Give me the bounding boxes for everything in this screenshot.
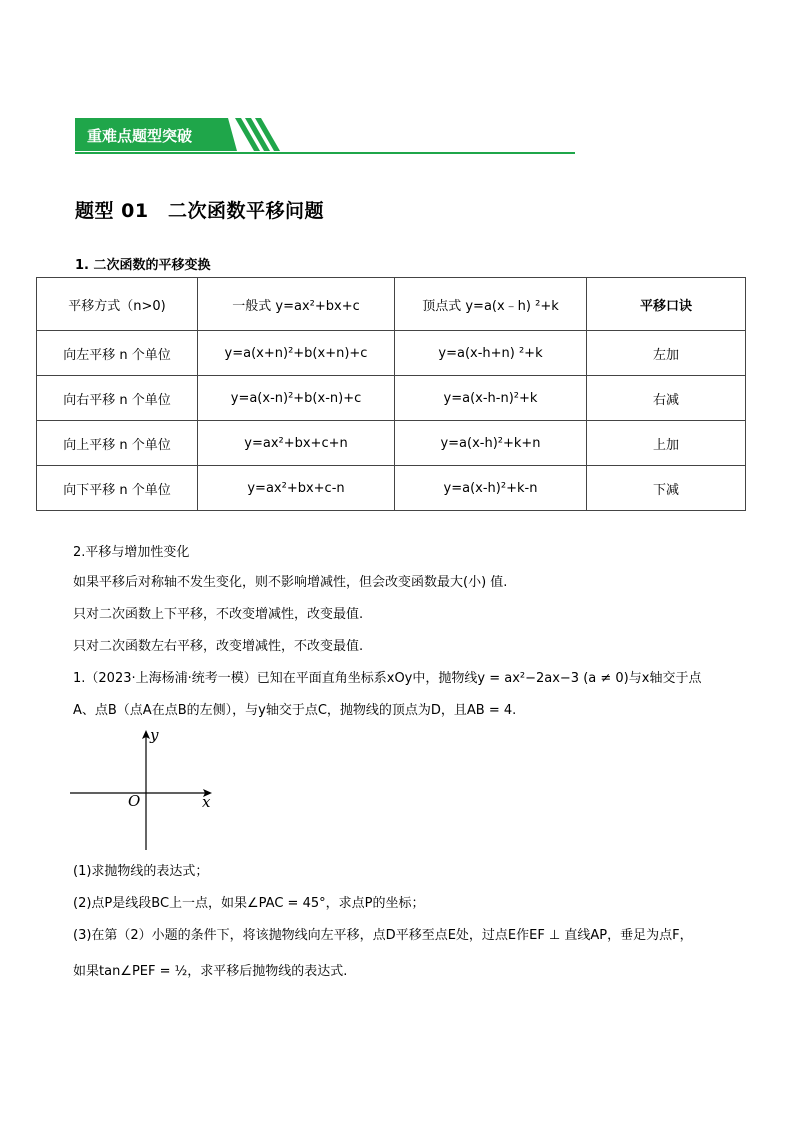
- header-cell: 顶点式 y=a(x﹣h) ²+k: [395, 278, 587, 331]
- table-cell: y=a(x-h)²+k-n: [395, 466, 587, 511]
- table-row: [37, 466, 746, 511]
- question-2: (2)点P是线段BC上一点，如果∠PAC = 45°，求点P的坐标；: [73, 896, 425, 911]
- table-cell: 向上平移 n 个单位: [37, 421, 198, 466]
- question-3: (3)在第（2）小题的条件下，将该抛物线向左平移，点D平移至点E处，过点E作EF ⊥ 直线AP，垂足为点F，: [73, 928, 693, 943]
- header-cell: 平移方式（n>0): [37, 278, 198, 331]
- table-title: 1. 二次函数的平移变换: [75, 258, 211, 273]
- table-row: [37, 331, 746, 376]
- origin-label: O: [128, 792, 141, 810]
- x-axis-label: x: [202, 793, 211, 811]
- table-cell: 向左平移 n 个单位: [37, 331, 198, 376]
- question-3-continued: 如果tan∠PEF = ½，求平移后抛物线的表达式.: [73, 964, 348, 979]
- translation-table: [36, 277, 746, 511]
- table-cell: y=a(x+n)²+b(x+n)+c: [198, 331, 395, 376]
- table-cell: 右减: [587, 376, 746, 421]
- header-cell: 一般式 y=ax²+bx+c: [198, 278, 395, 331]
- banner-title: 重难点题型突破: [87, 127, 193, 145]
- section-banner: [75, 118, 575, 154]
- notes-title: 2.平移与增加性变化: [73, 545, 190, 560]
- table-cell: y=a(x-h-n)²+k: [395, 376, 587, 421]
- note-line: 如果平移后对称轴不发生变化，则不影响增减性，但会改变函数最大(小) 值.: [73, 575, 508, 590]
- table-cell: y=a(x-h)²+k+n: [395, 421, 587, 466]
- table-row: [37, 421, 746, 466]
- y-axis-label: y: [150, 727, 159, 744]
- header-cell: 平移口诀: [587, 278, 746, 331]
- table-cell: y=ax²+bx+c+n: [198, 421, 395, 466]
- table-cell: 下减: [587, 466, 746, 511]
- problem-line-2: A、点B（点A在点B的左侧），与y轴交于点C，抛物线的顶点为D，且AB = 4.: [73, 703, 517, 718]
- table-header-row: [37, 278, 746, 331]
- table-cell: y=a(x-n)²+b(x-n)+c: [198, 376, 395, 421]
- problem-line-1: 1.（2023·上海杨浦·统考一模）已知在平面直角坐标系xOy中，抛物线y = ax²−2ax−3 (a ≠ 0)与x轴交于点: [73, 671, 702, 686]
- table-cell: [587, 331, 746, 376]
- table-cell: 向下平移 n 个单位: [37, 466, 198, 511]
- table-row: [37, 376, 746, 421]
- section-title: 题型 01 二次函数平移问题: [75, 200, 325, 222]
- coordinate-axes: [70, 727, 220, 852]
- question-1: (1)求抛物线的表达式；: [73, 864, 209, 879]
- banner-underline: [75, 152, 575, 154]
- table-cell: 向右平移 n 个单位: [37, 376, 198, 421]
- table-cell: y=ax²+bx+c-n: [198, 466, 395, 511]
- note-line: 只对二次函数上下平移，不改变增减性，改变最值.: [73, 607, 364, 622]
- table-cell: 上加: [587, 421, 746, 466]
- tip-text: 左加: [652, 347, 679, 363]
- note-line: 只对二次函数左右平移，改变增减性，不改变最值.: [73, 639, 364, 654]
- table-cell: y=a(x-h+n) ²+k: [395, 331, 587, 376]
